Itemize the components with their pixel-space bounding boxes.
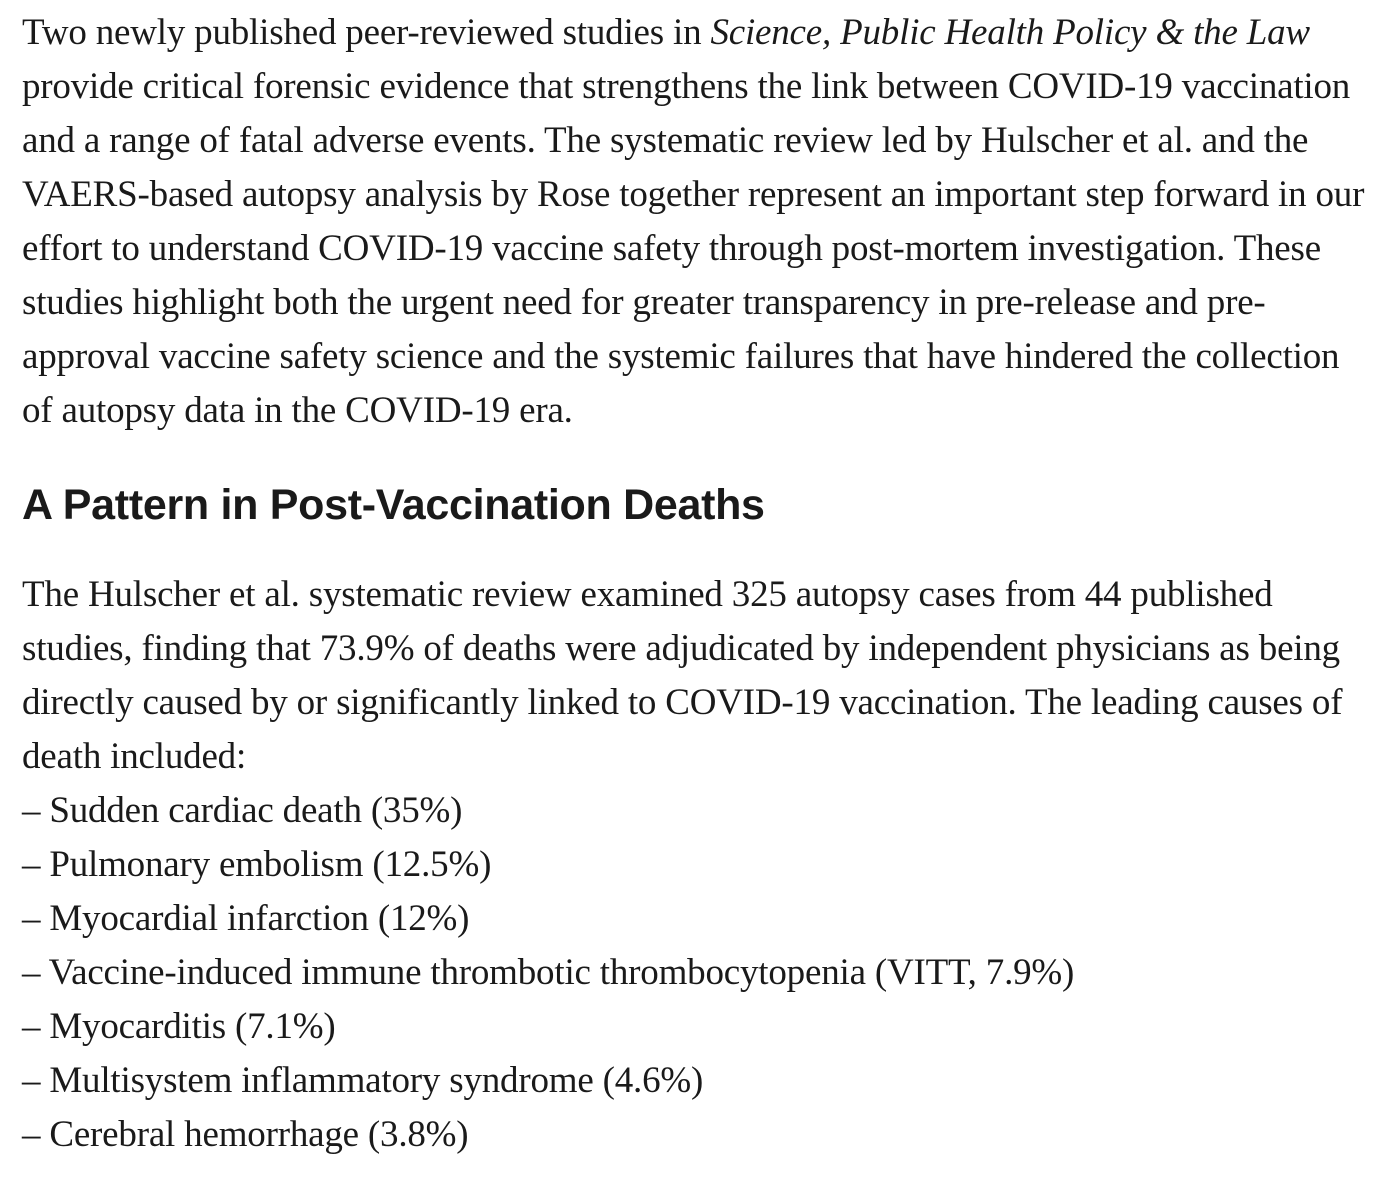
article-body [22,6,1372,1162]
section-paragraph: The Hulscher et al. systematic review examined 325 autopsy cases from 44 published studies, finding that 73.9% of deaths were adjudicated by independent physicians as being directly caused by or significantly linked to COVID-19 vaccination. The leading causes of death included: [22,574,1343,777]
list-item: – Multisystem inflammatory syndrome (4.6%) [22,1060,704,1101]
section-heading: A Pattern in Post-Vaccination Deaths [22,481,765,529]
list-item: – Cerebral hemorrhage (3.8%) [22,1114,469,1155]
list-item: – Vaccine-induced immune thrombotic thrombocytopenia (VITT, 7.9%) [22,952,1075,993]
intro-lead: Two newly published peer-reviewed studies in [22,12,711,53]
list-item: – Myocardial infarction (12%) [22,898,470,939]
journal-name: Science, Public Health Policy & the Law [710,12,1310,53]
intro-rest: provide critical forensic evidence that strengthens the link between COVID-19 vaccination and a range of fatal adverse events. The systematic review led by Hulscher et al. and the VAERS-based autopsy analysis by Rose together represent an important step forward in our effort to understand COVID-19 vaccine safety through post-mortem investigation. These studies highlight both the urgent need for greater transparency in pre-release and pre-approval vaccine safety science and the systemic failures that have hindered the collection of autopsy data in the COVID-19 era. [22,66,1365,431]
list-item: – Pulmonary embolism (12.5%) [22,844,492,885]
causes-list [22,784,1372,1162]
list-item: – Myocarditis (7.1%) [22,1006,336,1047]
list-item: – Sudden cardiac death (35%) [22,790,463,831]
intro-paragraph [22,6,1372,438]
